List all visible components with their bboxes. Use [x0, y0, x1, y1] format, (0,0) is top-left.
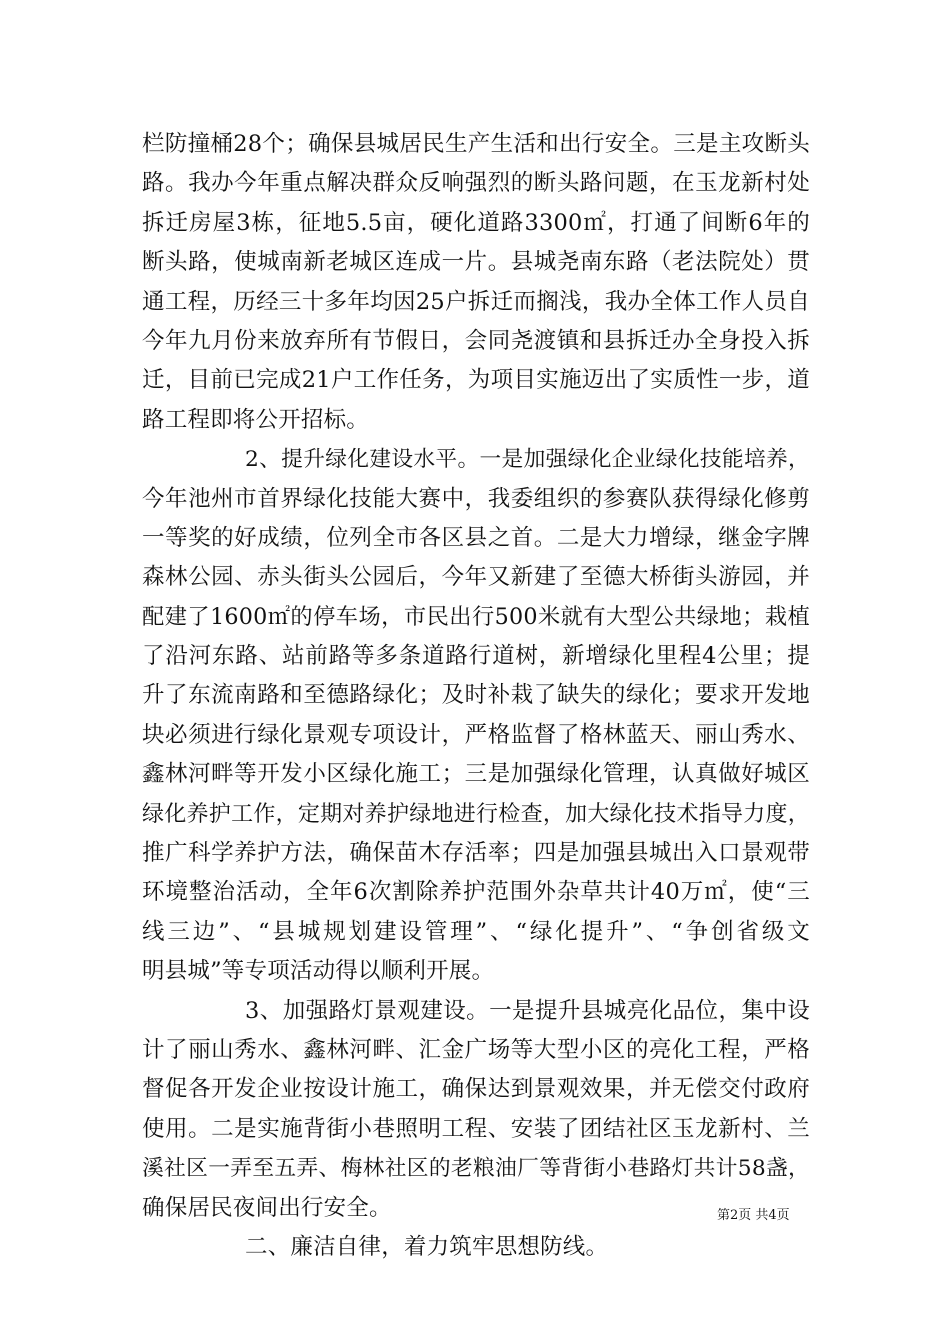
text-line: 使用。二是实施背街小巷照明工程、安装了团结社区玉龙新村、兰	[142, 1115, 810, 1142]
text-line: 确保居民夜间出行安全。	[142, 1194, 392, 1221]
text-line: 环境整治活动，全年6次割除养护范围外杂草共计40万㎡，使“三	[142, 879, 810, 906]
text-line: 溪社区一弄至五弄、梅林社区的老粮油厂等背街小巷路灯共计58盏，	[142, 1156, 810, 1182]
text-line: 升了东流南路和至德路绿化；及时补栽了缺失的绿化；要求开发地	[142, 682, 810, 709]
text-line: 迁，目前已完成21户工作任务，为项目实施迈出了实质性一步，道	[142, 367, 810, 394]
text-line: 路。我办今年重点解决群众反响强烈的断头路问题，在玉龙新村处	[142, 170, 810, 197]
text-line: 督促各开发企业按设计施工，确保达到景观效果，并无偿交付政府	[142, 1076, 810, 1103]
page-number-footer: 第2页 共4页	[717, 1208, 790, 1223]
text-line: 栏防撞桶28个；确保县城居民生产生活和出行安全。三是主攻断头	[142, 131, 810, 157]
text-line: 通工程，历经三十多年均因25户拆迁而搁浅，我办全体工作人员自	[142, 288, 810, 315]
text-line: 明县城”等专项活动得以顺利开展。	[142, 958, 495, 985]
section-heading-line: 2、提升绿化建设水平。一是加强绿化企业绿化技能培养，	[245, 447, 810, 473]
text-line: 绿化养护工作，定期对养护绿地进行检查，加大绿化技术指导力度，	[142, 801, 810, 827]
section-heading-line: 二、廉洁自律，着力筑牢思想防线。	[245, 1233, 609, 1260]
section-heading-line: 3、加强路灯景观建设。一是提升县城亮化品位，集中设	[245, 997, 810, 1024]
text-line: 了沿河东路、站前路等多条道路行道树，新增绿化里程4公里；提	[142, 643, 810, 670]
text-line: 拆迁房屋3栋，征地5.5亩，硬化道路3300㎡，打通了间断6年的	[142, 209, 810, 236]
text-line: 今年池州市首界绿化技能大赛中，我委组织的参赛队获得绿化修剪	[142, 485, 810, 512]
text-line: 路工程即将公开招标。	[142, 406, 370, 433]
text-line: 今年九月份来放弃所有节假日，会同尧渡镇和县拆迁办全身投入拆	[142, 327, 810, 354]
text-line: 计了丽山秀水、鑫林河畔、汇金广场等大型小区的亮化工程，严格	[142, 1036, 810, 1063]
text-line: 一等奖的好成绩，位列全市各区县之首。二是大力增绿，继金字牌	[142, 524, 810, 551]
text-line: 森林公园、赤头街头公园后，今年又新建了至德大桥街头游园，并	[142, 564, 810, 591]
text-line: 线三边”、“县城规划建设管理”、“绿化提升”、“争创省级文	[142, 918, 810, 945]
text-line: 断头路，使城南新老城区连成一片。县城尧南东路（老法院处）贯	[142, 249, 810, 276]
text-line: 块必须进行绿化景观专项设计，严格监督了格林蓝天、丽山秀水、	[142, 721, 810, 748]
text-line: 配建了1600㎡的停车场，市民出行500米就有大型公共绿地；栽植	[142, 603, 810, 630]
document-body	[142, 125, 810, 1267]
text-line: 推广科学养护方法，确保苗木存活率；四是加强县城出入口景观带	[142, 840, 810, 867]
text-line: 鑫林河畔等开发小区绿化施工；三是加强绿化管理，认真做好城区	[142, 761, 810, 788]
